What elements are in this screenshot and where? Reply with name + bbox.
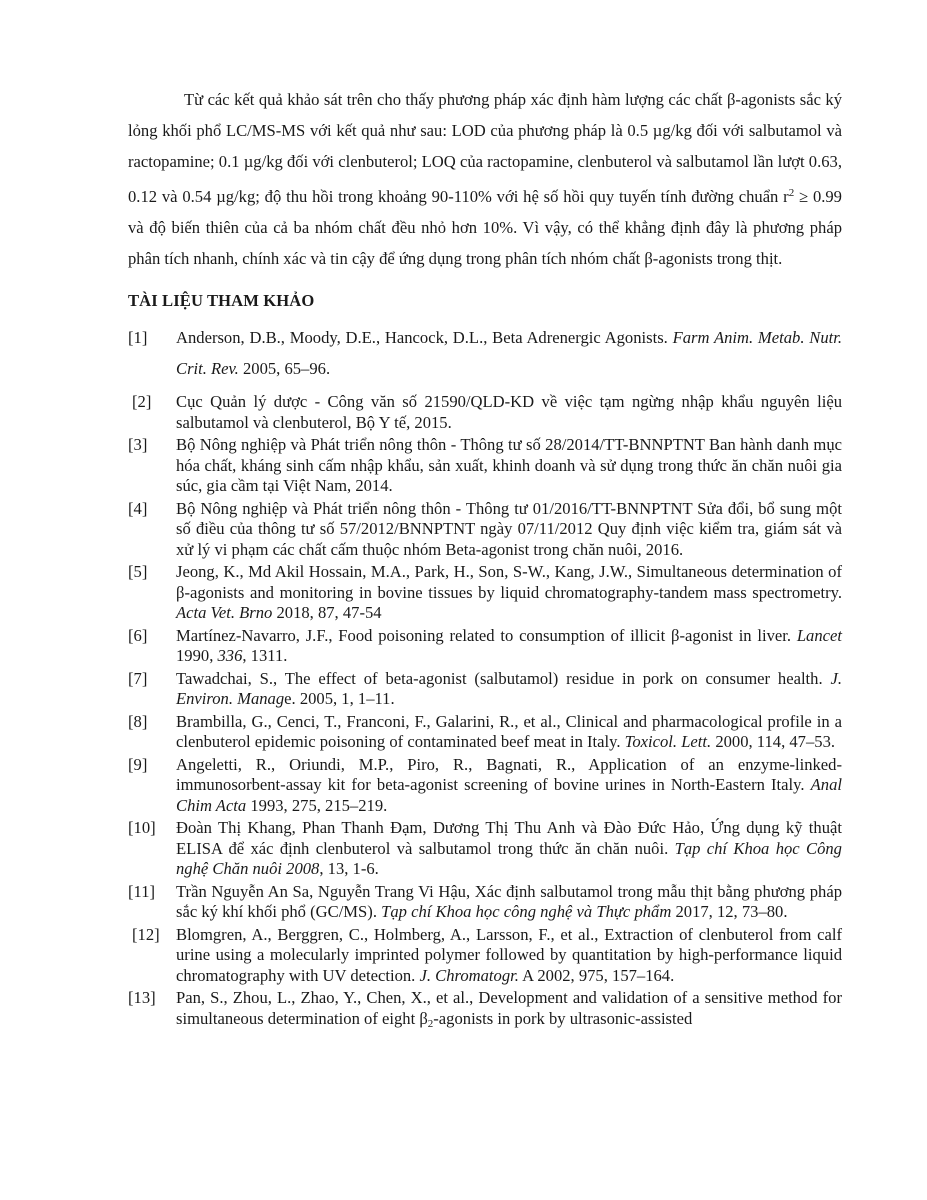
reference-number: [10] xyxy=(128,818,156,838)
reference-text: Jeong, K., Md Akil Hossain, M.A., Park, H., Son, S-W., Kang, J.W., Simultaneous determination of β-agonists and monitoring in bovine tissues by liquid chromatography-tandem mass spectrometry. xyxy=(176,562,842,602)
reference-number: [8] xyxy=(128,711,148,731)
reference-text: Angeletti, R., Oriundi, M.P., Piro, R., Bagnati, R., Application of an enzyme-linked-immunosorbent-assay kit for beta-agonist screening of bovine urines in North-Eastern Italy. xyxy=(176,754,842,795)
reference-journal: J. Environ. Manag xyxy=(176,668,842,709)
reference-item-7 xyxy=(128,669,842,710)
reference-text: Tawadchai, S., The effect of beta-agonist (salbutamol) residue in pork on consumer health. xyxy=(176,668,831,688)
reference-text: Anderson, D.B., Moody, D.E., Hancock, D.L., Beta Adrenergic Agonists. xyxy=(176,328,673,348)
reference-text: Martínez-Navarro, J.F., Food poisoning related to consumption of illicit β-agonist in liver. xyxy=(176,625,797,645)
beta-subscript: 2 xyxy=(427,1017,434,1030)
reference-number: [4] xyxy=(128,498,148,518)
reference-item-9 xyxy=(128,755,842,817)
reference-number: [1] xyxy=(128,328,148,348)
reference-details: A 2002, 975, 157–164. xyxy=(518,965,675,985)
reference-text: Bộ Nông nghiệp và Phát triển nông thôn - Thông tư 01/2016/TT-BNNPTNT Sửa đổi, bổ sung một số điều của thông tư số 57/2012/BNNPTNT ngày 07/11/2012 Quy định việc kiểm tra, giám sát và xử lý vi phạm các chất cấm thuộc nhóm Beta-agonist trong chăn nuôi, 2016. xyxy=(176,498,842,559)
reference-number: [3] xyxy=(128,435,148,455)
reference-number: [9] xyxy=(128,754,148,774)
reference-details: -agonists in pork by ultrasonic-assisted xyxy=(433,1008,693,1028)
reference-text: Cục Quản lý dược - Công văn số 21590/QLD-KD về việc tạm ngừng nhập khẩu nguyên liệu salbutamol và clenbuterol, Bộ Y tế, 2015. xyxy=(176,392,842,432)
conclusion-text: Từ các kết quả khảo sát trên cho thấy phương pháp xác định hàm lượng các chất β-agonists sắc ký lỏng khối phổ LC/MS-MS với kết quả như sau: LOD của phương pháp là 0.5 µg/kg đối với salbutamol và ractopamine; 0.1 µg/kg đối với clenbuterol; LOQ của ractopamine, clenbuterol và salbutamol lần lượt 0.63, 0.12 và 0.54 µg/kg; độ thu hồi trong khoảng 90-110% với hệ số hồi quy tuyến tính đường chuẩn r xyxy=(128,90,842,206)
reference-details: 2018, 87, 47-54 xyxy=(272,603,382,623)
reference-text: Bộ Nông nghiệp và Phát triển nông thôn - Thông tư số 28/2014/TT-BNNPTNT Ban hành danh mục hóa chất, kháng sinh cấm nhập khẩu, sản xuất, khinh doanh và sử dụng trong thức ăn chăn nuôi gia súc, gia cầm tại Việt Nam, 2014. xyxy=(176,435,842,496)
reference-item-12 xyxy=(128,925,842,987)
reference-item-10 xyxy=(128,818,842,880)
reference-item-6 xyxy=(128,626,842,667)
reference-text: Đoàn Thị Khang, Phan Thanh Đạm, Dương Thị Thu Anh và Đào Đức Hảo, Ứng dụng kỹ thuật ELISA để xác định clenbuterol và salbutamol trong thức ăn chăn nuôi. xyxy=(176,818,842,858)
reference-journal: Farm Anim. Metab. Nutr. Crit. Rev. xyxy=(176,328,842,379)
reference-journal: Lancet xyxy=(796,625,842,645)
conclusion-text-end: ≥ 0.99 và độ biến thiên của cả ba nhóm chất đều nhỏ hơn 10%. Vì vậy, có thể khẳng định đây là phương pháp phân tích nhanh, chính xác và tin cậy để ứng dụng trong phân tích nhóm chất β-agonists trong thịt. xyxy=(128,186,842,269)
reference-item-8 xyxy=(128,712,842,753)
reference-number: [7] xyxy=(128,668,148,688)
reference-number: [2] xyxy=(132,392,152,412)
reference-item-5 xyxy=(128,562,842,624)
reference-text: Trần Nguyễn An Sa, Nguyễn Trang Vi Hậu, Xác định salbutamol trong mẫu thịt bằng phương pháp sắc ký khí khối phổ (GC/MS). xyxy=(176,881,842,922)
reference-journal: Toxicol. Lett. xyxy=(624,732,712,752)
document-page xyxy=(128,84,842,1036)
reference-details: e. 2005, 1, 1–11. xyxy=(284,689,395,709)
reference-details: 2005, 65–96. xyxy=(238,359,331,379)
reference-details: , 13, 1-6. xyxy=(319,859,379,879)
reference-number: [5] xyxy=(128,562,148,582)
reference-details: 1990, xyxy=(176,646,218,666)
reference-details: 2017, 12, 73–80. xyxy=(671,902,788,922)
reference-journal: Anal Chim Acta xyxy=(176,775,842,815)
reference-number: [6] xyxy=(128,625,148,645)
reference-pages: , 1311. xyxy=(242,646,288,666)
reference-number: [11] xyxy=(128,881,156,901)
reference-item-11 xyxy=(128,882,842,923)
reference-item-3 xyxy=(128,435,842,497)
reference-details: 1993, 275, 215–219. xyxy=(246,795,388,815)
references-list xyxy=(128,322,842,1034)
reference-text: Pan, S., Zhou, L., Zhao, Y., Chen, X., et al., Development and validation of a sensitive method for simultaneous determination of eight β xyxy=(176,988,842,1028)
references-heading: TÀI LIỆU THAM KHẢO xyxy=(128,291,315,311)
reference-details: 2000, 114, 47–53. xyxy=(711,732,836,752)
reference-text: Brambilla, G., Cenci, T., Franconi, F., Galarini, R., et al., Clinical and pharmacological profile in a clenbuterol epidemic poisoning of contaminated beef meat in Italy. xyxy=(176,711,842,752)
reference-number: [12] xyxy=(132,924,160,944)
reference-text: Blomgren, A., Berggren, C., Holmberg, A., Larsson, F., et al., Extraction of clenbuterol from calf urine using a molecularly imprinted polymer followed by quantitation by high-performance liquid chromatography with UV detection. xyxy=(176,924,842,985)
reference-item-4 xyxy=(128,499,842,561)
reference-journal: Tạp chí Khoa học Công nghệ Chăn nuôi 2008 xyxy=(176,838,842,879)
reference-volume: 336 xyxy=(217,646,243,666)
reference-journal: J. Chromatogr. xyxy=(419,965,519,985)
conclusion-paragraph xyxy=(128,84,842,274)
reference-item-13 xyxy=(128,988,842,1034)
r-squared-superscript: 2 xyxy=(788,186,795,199)
reference-item-2 xyxy=(128,392,842,433)
reference-journal: Tạp chí Khoa học công nghệ và Thực phẩm xyxy=(381,902,672,922)
reference-journal: Acta Vet. Brno xyxy=(176,603,273,623)
reference-item-1 xyxy=(128,322,842,384)
reference-number: [13] xyxy=(128,988,156,1008)
